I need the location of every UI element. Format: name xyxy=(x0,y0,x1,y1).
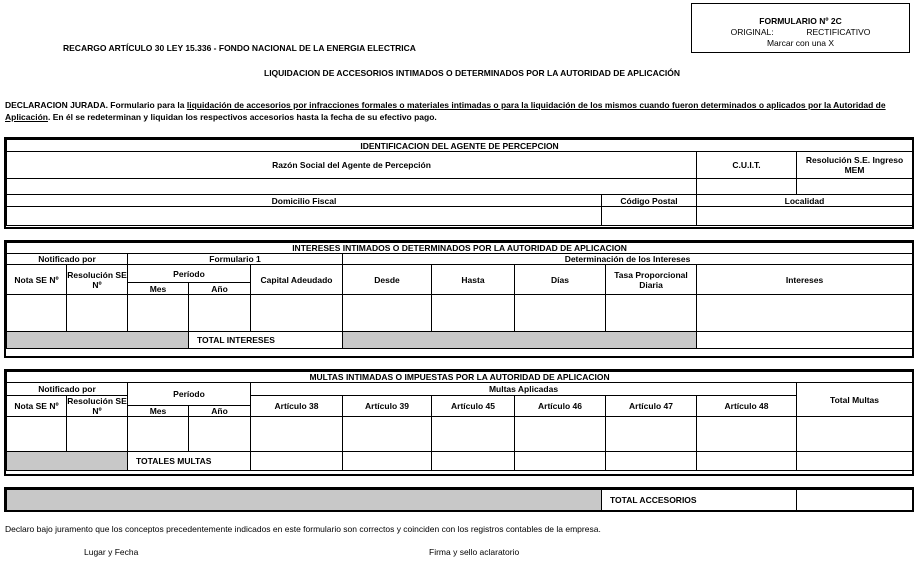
declaration-underlined: liquidación de accesorios por infracciones formales o materiales intimadas o para la liquidación de los mismos cuando fueron determinados o aplicados por la Autoridad de Aplicación xyxy=(5,100,886,122)
resolucion-label: Resolución S.E. Ingreso MEM xyxy=(797,152,913,179)
mul-periodo-label: Período xyxy=(128,383,251,406)
mul-art38-label: Artículo 38 xyxy=(251,396,343,417)
int-mes-field[interactable] xyxy=(128,295,189,332)
int-gray-left xyxy=(7,332,189,349)
codigo-postal-label: Código Postal xyxy=(602,195,697,207)
agent-table xyxy=(6,139,913,226)
mul-art45-field[interactable] xyxy=(432,417,515,452)
tot-art45-field[interactable] xyxy=(432,452,515,471)
intereses-title: INTERESES INTIMADOS O DETERMINADOS POR LA AUTORIDAD DE APLICACION xyxy=(7,243,913,254)
int-nota-field[interactable] xyxy=(7,295,67,332)
rectificativo-option[interactable]: RECTIFICATIVO xyxy=(806,27,871,37)
tot-art39-field[interactable] xyxy=(343,452,432,471)
razon-social-label: Razón Social del Agente de Percepción xyxy=(7,152,697,179)
page-subtitle: LIQUIDACION DE ACCESORIOS INTIMADOS O DETERMINADOS POR LA AUTORIDAD DE APLICACIÓN xyxy=(264,68,681,78)
mul-art38-field[interactable] xyxy=(251,417,343,452)
int-periodo-label: Período xyxy=(128,265,251,283)
tot-art46-field[interactable] xyxy=(515,452,606,471)
resolucion-field[interactable] xyxy=(797,179,913,195)
mul-art39-label: Artículo 39 xyxy=(343,396,432,417)
domicilio-field[interactable] xyxy=(7,207,602,226)
mul-resolucion-field[interactable] xyxy=(67,417,128,452)
int-gray-right xyxy=(343,332,697,349)
int-resolucion-label: Resolución SE Nº xyxy=(67,265,128,295)
int-desde-label: Desde xyxy=(343,265,432,295)
mul-art47-label: Artículo 47 xyxy=(606,396,697,417)
firma-label: Firma y sello aclaratorio xyxy=(429,547,520,557)
total-accesorios-field[interactable] xyxy=(797,490,913,511)
mark-note: Marcar con una X xyxy=(766,38,835,48)
total-intereses-field[interactable] xyxy=(697,332,913,349)
form-title: FORMULARIO Nº 2C xyxy=(759,16,842,26)
mul-anio-label: Año xyxy=(189,406,251,417)
domicilio-label: Domicilio Fiscal xyxy=(7,195,602,207)
multas-title: MULTAS INTIMADAS O IMPUESTAS POR LA AUTORIDAD DE APLICACION xyxy=(7,372,913,383)
intereses-table xyxy=(6,242,913,349)
localidad-field[interactable] xyxy=(697,207,913,226)
recargo-heading: RECARGO ARTÍCULO 30 LEY 15.336 - FONDO NACIONAL DE LA ENERGIA ELECTRICA xyxy=(63,43,416,53)
accesorios-table xyxy=(6,489,913,511)
int-anio-label: Año xyxy=(189,283,251,295)
int-desde-field[interactable] xyxy=(343,295,432,332)
int-determinacion-label: Determinación de los Intereses xyxy=(343,254,913,265)
int-dias-label: Días xyxy=(515,265,606,295)
mul-art47-field[interactable] xyxy=(606,417,697,452)
oath-text: Declaro bajo juramento que los conceptos precedentemente indicados en este formulario son correctos y coinciden con los registros contables de la empresa. xyxy=(5,524,601,534)
form-number-box xyxy=(691,3,910,53)
mul-total-multas-label: Total Multas xyxy=(797,383,913,417)
int-notificado-label: Notificado por xyxy=(7,254,128,265)
agent-title: IDENTIFICACION DEL AGENTE DE PERCEPCION xyxy=(7,140,913,152)
tot-total-field[interactable] xyxy=(797,452,913,471)
mul-art45-label: Artículo 45 xyxy=(432,396,515,417)
declaration-lead: DECLARACION JURADA. Formulario para la xyxy=(5,100,187,110)
total-accesorios-label: TOTAL ACCESORIOS xyxy=(602,490,797,511)
int-dias-field[interactable] xyxy=(515,295,606,332)
mul-mes-field[interactable] xyxy=(128,417,189,452)
original-option[interactable]: ORIGINAL: xyxy=(730,27,774,37)
mul-mes-label: Mes xyxy=(128,406,189,417)
int-tasa-field[interactable] xyxy=(606,295,697,332)
codigo-postal-field[interactable] xyxy=(602,207,697,226)
mul-resolucion-label: Resolución SE Nº xyxy=(67,396,127,416)
multas-table xyxy=(6,371,913,471)
razon-social-field[interactable] xyxy=(7,179,697,195)
mul-gray-left xyxy=(7,452,128,471)
mul-nota-label: Nota SE Nº xyxy=(7,396,67,417)
mul-art46-label: Artículo 46 xyxy=(515,396,606,417)
cuit-label: C.U.I.T. xyxy=(697,152,797,179)
int-anio-field[interactable] xyxy=(189,295,251,332)
int-intereses-label: Intereses xyxy=(697,265,913,295)
mul-anio-field[interactable] xyxy=(189,417,251,452)
mul-notificado-label: Notificado por xyxy=(7,383,128,396)
tot-art48-field[interactable] xyxy=(697,452,797,471)
int-intereses-field[interactable] xyxy=(697,295,913,332)
int-formulario1-label: Formulario 1 xyxy=(128,254,343,265)
mul-total-field[interactable] xyxy=(797,417,913,452)
localidad-label: Localidad xyxy=(697,195,913,207)
mul-art46-field[interactable] xyxy=(515,417,606,452)
declaration-tail: . En él se redeterminan y liquidan los respectivos accesorios hasta la fecha de su efectivo pago. xyxy=(47,112,437,122)
int-resolucion-field[interactable] xyxy=(67,295,128,332)
mul-art39-field[interactable] xyxy=(343,417,432,452)
totales-multas-label: TOTALES MULTAS xyxy=(128,452,251,471)
total-intereses-label: TOTAL INTERESES xyxy=(189,332,343,349)
accesorios-gray xyxy=(7,490,602,511)
declaration-text xyxy=(5,99,910,123)
int-capital-label: Capital Adeudado xyxy=(251,265,343,295)
tot-art47-field[interactable] xyxy=(606,452,697,471)
mul-art48-field[interactable] xyxy=(697,417,797,452)
mul-nota-field[interactable] xyxy=(7,417,67,452)
int-hasta-label: Hasta xyxy=(432,265,515,295)
tot-art38-field[interactable] xyxy=(251,452,343,471)
int-nota-label: Nota SE Nº xyxy=(7,265,67,295)
mul-aplicadas-label: Multas Aplicadas xyxy=(251,383,797,396)
mul-art48-label: Artículo 48 xyxy=(697,396,797,417)
int-tasa-label: Tasa Proporcional Diaria xyxy=(606,265,697,295)
int-capital-field[interactable] xyxy=(251,295,343,332)
cuit-field[interactable] xyxy=(697,179,797,195)
int-hasta-field[interactable] xyxy=(432,295,515,332)
int-mes-label: Mes xyxy=(128,283,189,295)
lugar-fecha-label: Lugar y Fecha xyxy=(84,547,139,557)
